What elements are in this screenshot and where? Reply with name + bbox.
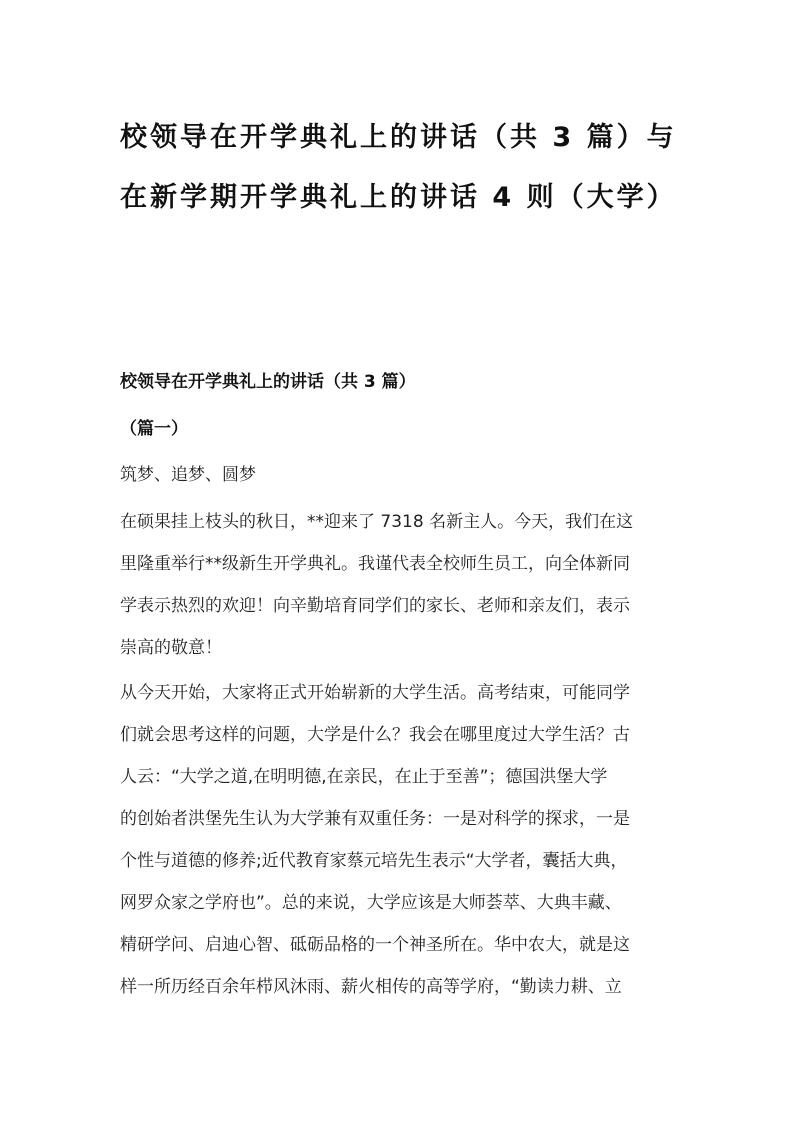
paragraph-2 — [120, 672, 680, 1008]
part-label: （篇一） — [120, 419, 188, 439]
paragraph-line: 人云：“大学之道,在明明德,在亲民，在止于至善”；德国洪堡大学 — [120, 767, 608, 787]
paragraph-line: 学表示热烈的欢迎！向辛勤培育同学们的家长、老师和亲友们，表示 — [120, 596, 630, 616]
document-title-line-2: 在新学期开学典礼上的讲话 4 则（大学） — [120, 182, 677, 213]
paragraph-line: 们就会思考这样的问题，大学是什么？我会在哪里度过大学生活？古 — [120, 725, 630, 745]
speech-subtitle: 筑梦、追梦、圆梦 — [120, 465, 256, 485]
paragraph-line: 样一所历经百余年栉风沐雨、薪火相传的高等学府，“勤读力耕、立 — [120, 977, 622, 997]
paragraph-line: 从今天开始，大家将正式开始崭新的大学生活。高考结束，可能同学 — [120, 683, 630, 703]
paragraph-line: 精研学问、启迪心智、砥砺品格的一个神圣所在。华中农大，就是这 — [120, 935, 630, 955]
paragraph-line: 个性与道德的修养;近代教育家蔡元培先生表示“大学者，囊括大典， — [120, 851, 628, 871]
section-heading: 校领导在开学典礼上的讲话（共 3 篇） — [120, 372, 416, 392]
paragraph-line: 里隆重举行**级新生开学典礼。我谨代表全校师生员工，向全体新同 — [120, 554, 630, 574]
paragraph-line: 的创始者洪堡先生认为大学兼有双重任务：一是对科学的探求，一是 — [120, 809, 630, 829]
paragraph-1 — [120, 501, 680, 669]
paragraph-line: 网罗众家之学府也”。总的来说，大学应该是大师荟萃、大典丰藏、 — [120, 893, 622, 913]
paragraph-line: 崇高的敬意！ — [120, 638, 222, 658]
document-title — [120, 108, 680, 228]
paragraph-line: 在硕果挂上枝头的秋日，**迎来了 7318 名新主人。今天，我们在这 — [120, 512, 634, 532]
document-title-line-1: 校领导在开学典礼上的讲话（共 3 篇）与 — [120, 122, 677, 153]
